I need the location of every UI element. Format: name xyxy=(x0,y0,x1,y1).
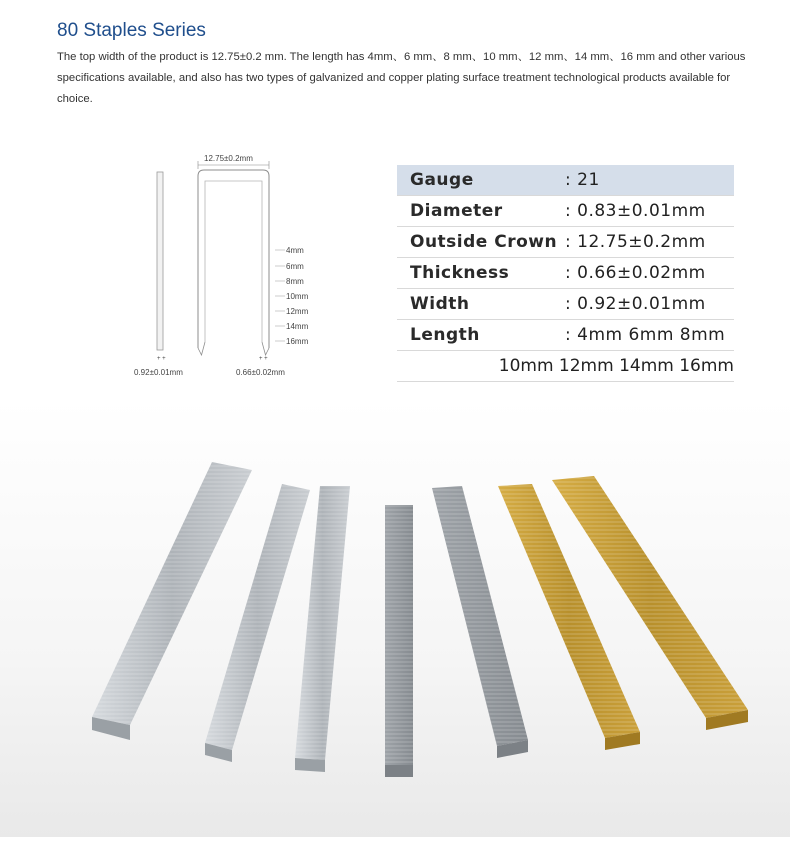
thickness-label: 0.66±0.02mm xyxy=(236,368,285,377)
spec-row-diameter xyxy=(397,196,734,227)
length-label-14mm: 14mm xyxy=(286,322,309,331)
svg-text:+ +: + + xyxy=(157,356,166,362)
spec-value: : 0.92±0.01mm xyxy=(565,294,706,314)
page-title: 80 Staples Series xyxy=(57,20,206,41)
diameter-label: 0.92±0.01mm xyxy=(134,368,183,377)
spec-value: : 21 xyxy=(565,170,600,190)
galvanized-strip-4 xyxy=(385,505,413,777)
product-description: The top width of the product is 12.75±0.2 mm. The length has 4mm、6 mm、8 mm、10 mm、12 mm、14 mm、16 mm and other various specifications available, and also has two types of galvanized and copper plating surface treatment technological products available for choice. xyxy=(57,51,746,105)
length-label-10mm: 10mm xyxy=(286,292,309,301)
staple-dimension-diagram xyxy=(120,150,380,390)
length-label-16mm: 16mm xyxy=(286,337,309,346)
spec-label: Length xyxy=(410,325,480,345)
staple-front-view xyxy=(198,170,269,348)
staple-side-profile xyxy=(157,172,163,350)
spec-value: : 12.75±0.2mm xyxy=(565,232,706,252)
spec-label: Width xyxy=(410,294,470,314)
spec-label: Diameter xyxy=(410,201,503,221)
spec-row-width xyxy=(397,289,734,320)
spec-row-length xyxy=(397,320,734,351)
svg-text:+ +: + + xyxy=(259,356,268,362)
spec-label: Gauge xyxy=(410,170,474,190)
length-label-8mm: 8mm xyxy=(286,277,304,286)
spec-table xyxy=(397,165,734,382)
length-label-6mm: 6mm xyxy=(286,262,304,271)
spec-row-length-continued xyxy=(397,351,734,382)
spec-value: : 0.66±0.02mm xyxy=(565,263,706,283)
spec-label: Thickness xyxy=(410,263,510,283)
spec-value: : 4mm 6mm 8mm xyxy=(565,325,726,345)
spec-value: : 0.83±0.01mm xyxy=(565,201,706,221)
crown-label: 12.75±0.2mm xyxy=(204,154,253,163)
length-label-4mm: 4mm xyxy=(286,246,304,255)
spec-row-outside-crown xyxy=(397,227,734,258)
spec-value: 10mm 12mm 14mm 16mm xyxy=(498,356,734,376)
spec-label: Outside Crown xyxy=(410,232,558,252)
staple-strips-photo xyxy=(0,400,790,837)
spec-row-gauge xyxy=(397,165,734,196)
spec-row-thickness xyxy=(397,258,734,289)
length-label-12mm: 12mm xyxy=(286,307,309,316)
